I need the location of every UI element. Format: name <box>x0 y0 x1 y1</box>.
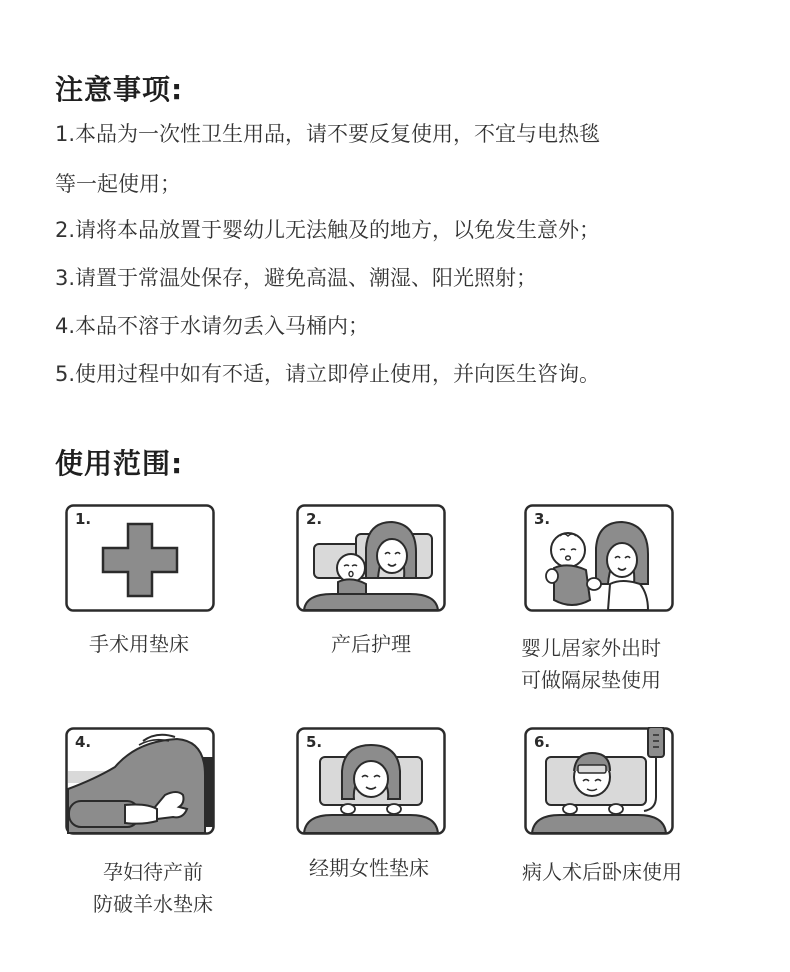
caption-line: 孕妇待产前 <box>103 860 203 884</box>
usage-caption-1 <box>29 628 249 660</box>
caption-line: 手术用垫床 <box>89 632 189 656</box>
note-line-3: 3.请置于常温处保存，避免高温、潮湿、阳光照射； <box>55 266 538 290</box>
card-number: 1. <box>75 510 92 528</box>
card-number: 6. <box>534 733 551 751</box>
usage-caption-3 <box>481 632 701 696</box>
notes-title: 注意事项: <box>55 73 184 106</box>
usage-caption-2 <box>261 628 481 660</box>
card-number: 5. <box>306 733 323 751</box>
note-line-1-cont: 等一起使用； <box>55 172 181 196</box>
usage-card-1 <box>65 504 215 614</box>
usage-caption-6 <box>492 856 712 888</box>
usage-caption-5 <box>259 852 479 884</box>
caption-line: 产后护理 <box>331 632 411 656</box>
usage-card-2 <box>296 504 446 614</box>
card-number: 4. <box>75 733 92 751</box>
usage-card-4 <box>65 727 215 837</box>
caption-line: 病人术后卧床使用 <box>522 860 682 884</box>
caption-line: 婴儿居家外出时 <box>521 636 661 660</box>
card-number: 2. <box>306 510 323 528</box>
note-line-5: 5.使用过程中如有不适，请立即停止使用，并向医生咨询。 <box>55 362 601 386</box>
caption-line: 防破羊水垫床 <box>93 892 213 916</box>
usage-caption-4 <box>43 856 263 920</box>
card-number: 3. <box>534 510 551 528</box>
note-line-1: 1.本品为一次性卫生用品，请不要反复使用，不宜与电热毯 <box>55 122 601 146</box>
note-line-4: 4.本品不溶于水请勿丢入马桶内； <box>55 314 370 338</box>
usage-card-5 <box>296 727 446 837</box>
note-line-2: 2.请将本品放置于婴幼儿无法触及的地方，以免发生意外； <box>55 218 601 242</box>
usage-card-6 <box>524 727 674 837</box>
caption-line: 经期女性垫床 <box>309 856 429 880</box>
usage-card-3 <box>524 504 674 614</box>
caption-line: 可做隔尿垫使用 <box>521 668 661 692</box>
usage-title: 使用范围: <box>55 447 184 480</box>
